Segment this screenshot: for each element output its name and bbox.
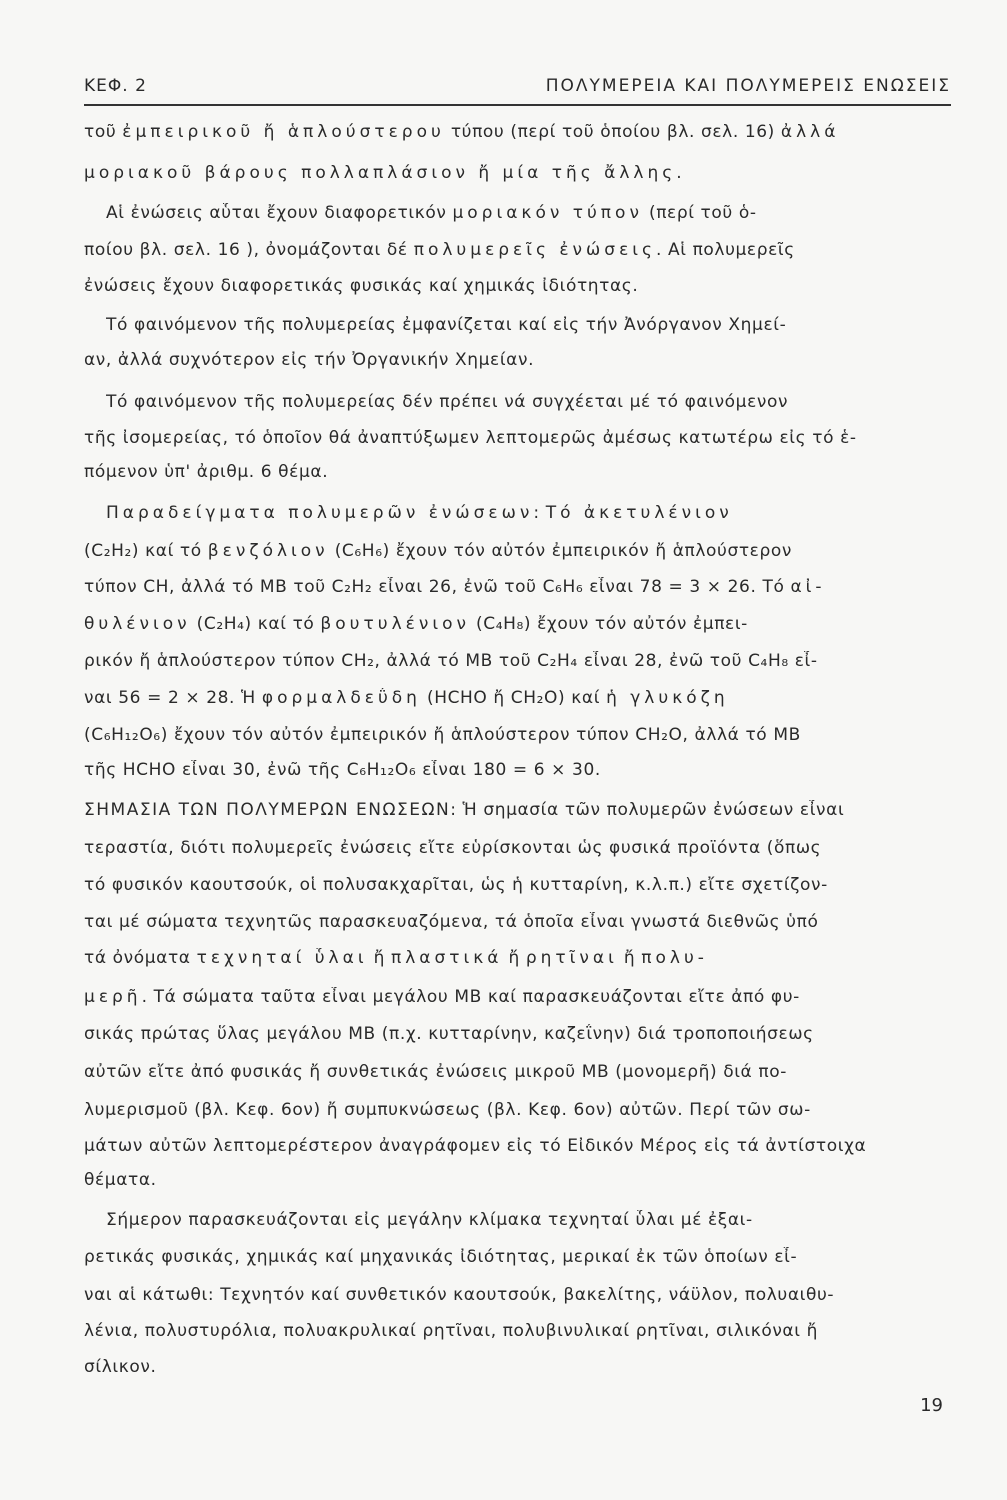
underlined-term: βουτυλένιον <box>320 614 470 634</box>
text-line <box>84 240 951 260</box>
text-span: ἤ <box>367 948 391 968</box>
text-line: ἐνώσεις ἔχουν διαφορετικάς φυσικάς καί χημικάς ἰδιότητας. <box>84 276 639 296</box>
text-line <box>84 614 951 634</box>
text-line: αὐτῶν εἴτε ἀπό φυσικάς ἤ συνθετικάς ἐνώσεις μικροῦ ΜΒ (μονομερῆ) διά πο- <box>84 1062 787 1082</box>
text-span: : Ἡ σημασία τῶν πολυμερῶν ἐνώσεων εἶναι <box>450 800 845 820</box>
text-span: (C₂H₄) καί τό <box>190 614 321 634</box>
underlined-term: ρητῖναι <box>526 948 618 968</box>
text-span: (C₂H₂) καί τό <box>84 541 208 561</box>
text-line <box>84 800 951 820</box>
underlined-term: ἐμπειρικοῦ ἤ ἁπλούστερου <box>122 122 445 142</box>
underlined-term: αἰ- <box>790 577 825 597</box>
chapter-label: ΚΕΦ. 2 <box>84 76 147 96</box>
underlined-term: ἀλλά <box>781 122 840 142</box>
text-span: : <box>533 503 546 523</box>
text-span: τά ὀνόματα <box>84 948 197 968</box>
text-span: Αἱ ἐνώσεις αὗται ἔχουν διαφορετικόν <box>106 203 453 223</box>
text-span: ποίου βλ. σελ. 16 ), ὀνομάζονται δέ <box>84 240 414 260</box>
underlined-term: πολυ- <box>641 948 708 968</box>
page-number: 19 <box>920 1395 943 1416</box>
text-span: (περί τοῦ ὁ- <box>642 203 757 223</box>
underlined-term: θυλένιον <box>84 614 191 634</box>
text-span: τύπον CH, ἀλλά τό ΜΒ τοῦ C₂H₂ εἶναι 26, ἐνῶ τοῦ C₆H₆ εἶναι 78 = 3 × 26. Τό <box>84 577 791 597</box>
underlined-term: τεχνηταί ὗλαι <box>197 948 368 968</box>
text-line: τῆς HCHO εἶναι 30, ἐνῶ τῆς C₆H₁₂O₆ εἶναι 180 = 6 × 30. <box>84 760 601 780</box>
underlined-term: Τό ἀκετυλένιον <box>546 503 733 523</box>
running-header <box>84 70 951 106</box>
text-span: (C₄H₈) ἔχουν τόν αὐτόν ἐμπει- <box>469 614 748 634</box>
text-line: Τό φαινόμενον τῆς πολυμερείας δέν πρέπει νά συγχέεται μέ τό φαινόμενον <box>106 392 789 412</box>
text-line: ρετικάς φυσικάς, χημικάς καί μηχανικάς ἰδιότητας, μερικαί ἐκ τῶν ὁποίων εἶ- <box>84 1247 798 1267</box>
text-line: σικάς πρώτας ὕλας μεγάλου ΜΒ (π.χ. κυτταρίνην, καζεΐνην) διά τροποποιήσεως <box>84 1024 814 1044</box>
underlined-term: μοριακοῦ βάρους πολλαπλάσιον ἤ μία τῆς ἄλλης. <box>84 163 686 183</box>
text-line: Σήμερον παρασκευάζονται εἰς μεγάλην κλίμακα τεχνηταί ὗλαι μέ ἐξαι- <box>106 1210 753 1230</box>
underlined-term: πολυμερεῖς ἐνώσεις <box>414 240 656 260</box>
chapter-title: ΠΟΛΥΜΕΡΕΙΑ ΚΑΙ ΠΟΛΥΜΕΡΕΙΣ ΕΝΩΣΕΙΣ <box>545 76 951 96</box>
text-line: πόμενον ὑπ' ἀριθμ. 6 θέμα. <box>84 462 329 482</box>
text-line: λένια, πολυστυρόλια, πολυακρυλικαί ρητῖναι, πολυβινυλικαί ρητῖναι, σιλικόναι ἤ <box>84 1321 818 1341</box>
text-span: (C₆H₆) ἔχουν τόν αὐτόν ἐμπειρικόν ἤ ἁπλούστερον <box>328 541 792 561</box>
text-span: τύπου (περί τοῦ ὁποίου βλ. σελ. 16) <box>444 122 781 142</box>
text-line: (C₆H₁₂O₆) ἔχουν τόν αὐτόν ἐμπειρικόν ἤ ἁπλούστερον τύπον CH₂O, ἀλλά τό ΜΒ <box>84 725 801 745</box>
text-line: τῆς ἰσομερείας, τό ὁποῖον θά ἀναπτύξωμεν λεπτομερῶς ἀμέσως κατωτέρω εἰς τό ἑ- <box>84 428 857 448</box>
text-span: τοῦ <box>84 122 123 142</box>
underlined-term: Παραδείγματα πολυμερῶν ἐνώσεων <box>106 503 533 523</box>
text-line <box>84 541 951 561</box>
text-line <box>84 122 951 142</box>
text-line <box>84 577 951 597</box>
text-line: τό φυσικόν καουτσούκ, οἱ πολυσακχαρῖται, ὡς ἡ κυτταρίνη, κ.λ.π.) εἴτε σχετίζον- <box>84 875 828 895</box>
text-line <box>84 688 951 708</box>
text-line: Τό φαινόμενον τῆς πολυμερείας ἐμφανίζεται καί εἰς τήν Ἀνόργανον Χημεί- <box>106 315 787 335</box>
underlined-term: ἡ γλυκόζη <box>606 688 729 708</box>
text-span: ἤ <box>617 948 642 968</box>
underlined-term: μοριακόν τύπον <box>452 203 643 223</box>
section-heading: ΣΗΜΑΣΙΑ ΤΩΝ ΠΟΛΥΜΕΡΩΝ ΕΝΩΣΕΩΝ <box>84 800 451 820</box>
text-line <box>84 987 951 1007</box>
text-line: σίλικον. <box>84 1357 157 1377</box>
underlined-term: πλαστικά <box>391 948 503 968</box>
text-line: ρικόν ἤ ἁπλούστερον τύπον CH₂, ἀλλά τό ΜΒ τοῦ C₂H₄ εἶναι 28, ἐνῶ τοῦ C₄H₈ εἶ- <box>84 651 818 671</box>
text-span: (HCHO ἤ CH₂O) καί <box>420 688 607 708</box>
text-line: ναι αἱ κάτωθι: Τεχνητόν καί συνθετικόν καουτσούκ, βακελίτης, νάϋλον, πολυαιθυ- <box>84 1285 835 1305</box>
text-line: ται μέ σώματα τεχνητῶς παρασκευαζόμενα, τά ὁποῖα εἶναι γνωστά διεθνῶς ὑπό <box>84 912 819 932</box>
text-span: ναι 56 = 2 × 28. Ἡ <box>84 688 262 708</box>
text-line: αν, ἀλλά συχνότερον εἰς τήν Ὀργανικήν Χημείαν. <box>84 350 535 370</box>
text-line: θέματα. <box>84 1170 157 1190</box>
text-line <box>84 163 951 183</box>
text-line <box>84 948 951 968</box>
text-line: μάτων αὐτῶν λεπτομερέστερον ἀναγράφομεν εἰς τό Εἰδικόν Μέρος εἰς τά ἀντίστοιχα <box>84 1136 867 1156</box>
text-line <box>106 203 951 223</box>
text-line: λυμερισμοῦ (βλ. Κεφ. 6ον) ἤ συμπυκνώσεως (βλ. Κεφ. 6ον) αὐτῶν. Περί τῶν σω- <box>84 1100 811 1120</box>
underlined-term: μερῆ <box>84 987 142 1007</box>
text-line <box>106 503 951 523</box>
underlined-term: βενζόλιον <box>208 541 329 561</box>
underlined-term: φορμαλδεΰδη <box>262 688 421 708</box>
text-line: τεραστία, διότι πολυμερεῖς ἐνώσεις εἴτε εὑρίσκονται ὡς φυσικά προϊόντα (ὅπως <box>84 838 822 858</box>
text-span: . Αἱ πολυμερεῖς <box>655 240 795 260</box>
text-span: ἤ <box>502 948 526 968</box>
text-span: . Τά σώματα ταῦτα εἶναι μεγάλου ΜΒ καί παρασκευάζονται εἴτε ἀπό φυ- <box>141 987 800 1007</box>
